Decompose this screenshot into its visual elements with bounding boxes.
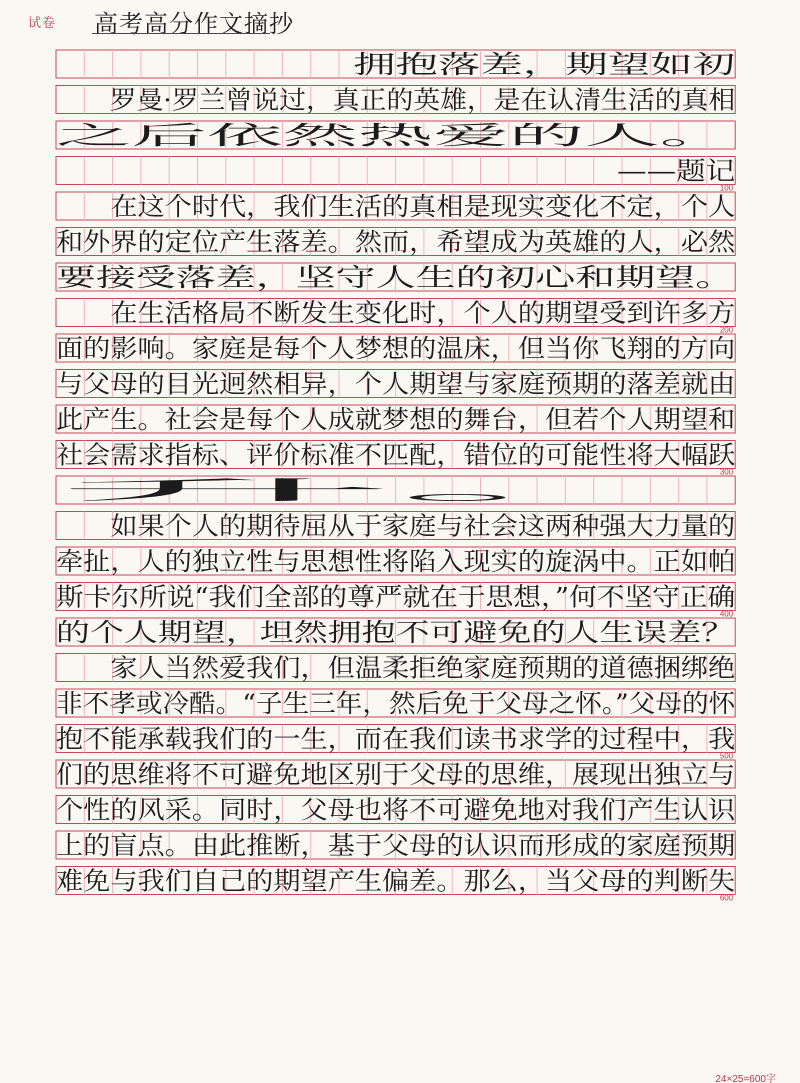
essay-line: 难免与我们自己的期望产生偏差。那么，当父母的判断失 (56, 866, 736, 896)
grid-row (56, 121, 735, 150)
word-count-mark: 400 (719, 609, 734, 619)
essay-line: 们的思维将不可避免地区别于父母的思维，展现出独立与 (56, 760, 736, 789)
grid-row (56, 263, 735, 292)
grid-row (56, 583, 735, 619)
essay-line: 斯卡尔所说“我们全部的尊严就在于思想，”何不坚守正确 (56, 582, 736, 612)
essay-line: 家人当然爱我们，但温柔拒绝家庭预期的道德捆绑绝 (56, 653, 736, 683)
essay-line: 上的盲点。由此推断，基于父母的认识而形成的家庭预期 (56, 831, 736, 860)
grid-row (56, 370, 735, 399)
essay-line: 和外界的定位产生落差。然而，希望成为英雄的人，必然 (56, 227, 737, 257)
essay-line: 在这个时代，我们生活的真相是现实变化不定，个人 (56, 192, 736, 221)
essay-line: 罗曼·罗兰曾说过，真正的英雄，是在认清生活的真相 (56, 85, 736, 115)
grid-spec: 24×25=600字 (715, 1074, 776, 1083)
essay-line: ——题记 (56, 156, 736, 186)
essay-line: 在生活格局不断发生变化时，个人的期望受到许多方 (56, 298, 736, 328)
grid-row (56, 654, 735, 683)
essay-line: 牵扯，人的独立性与思想性将陷入现实的旋涡中。正如帕 (56, 547, 736, 576)
grid-row (56, 725, 735, 761)
grid-row (56, 867, 735, 903)
grid-row (56, 441, 735, 477)
grid-row (56, 228, 736, 257)
grid-row (56, 760, 735, 789)
grid-row (56, 405, 735, 434)
grid-row (56, 618, 735, 647)
essay-line: 与父母的目光迥然相异，个人期望与家庭预期的落差就由 (56, 369, 736, 399)
essay-line: 拥抱落差，期望如初 (56, 50, 736, 79)
grid-row (56, 192, 735, 221)
essay-line: 个性的风采。同时，父母也将不可避免地对我们产生认识 (56, 795, 737, 825)
essay-line: 社会需求指标、评价标准不匹配，错位的可能性将大幅跃 (56, 440, 736, 470)
essay-line: 的个人期望，坦然拥抱不可避免的人生误差？ (56, 618, 736, 647)
grid-row (56, 512, 735, 541)
essay-line: 非不孝或冷酷。“子生三年，然后免于父母之怀。”父母的怀 (56, 689, 737, 718)
word-count-mark: 600 (719, 893, 734, 903)
essay-line: 如果个人的期待屈从于家庭与社会这两种强大力量的 (56, 511, 736, 541)
grid-row (56, 689, 736, 718)
grid-row (56, 831, 735, 860)
grid-row (56, 334, 735, 363)
exam-tag: 试卷 (28, 16, 57, 31)
essay-line: 升。 (56, 476, 736, 505)
grid-row (56, 86, 735, 115)
word-count-mark: 500 (719, 751, 734, 761)
grid-row (56, 476, 735, 505)
page-title: 高考高分作文摘抄 (94, 10, 294, 38)
word-count-mark: 300 (719, 467, 734, 477)
essay-line: 抱不能承载我们的一生，而在我们读书求学的过程中，我 (56, 724, 736, 754)
grid-row (56, 157, 735, 193)
essay-line: 要接受落差，坚守人生的初心和期望。 (56, 263, 736, 292)
grid-row (56, 547, 735, 576)
word-count-mark: 100 (719, 183, 734, 193)
grid-row (56, 796, 736, 825)
essay-line: 面的影响。家庭是每个人梦想的温床，但当你飞翔的方向 (56, 334, 736, 363)
essay-line: 此产生。社会是每个人成就梦想的舞台，但若个人期望和 (56, 405, 736, 434)
grid-row (56, 299, 735, 335)
grid-row (56, 50, 735, 79)
word-count-mark: 200 (719, 325, 734, 335)
essay-line: 之后依然热爱的人。 (56, 121, 736, 150)
